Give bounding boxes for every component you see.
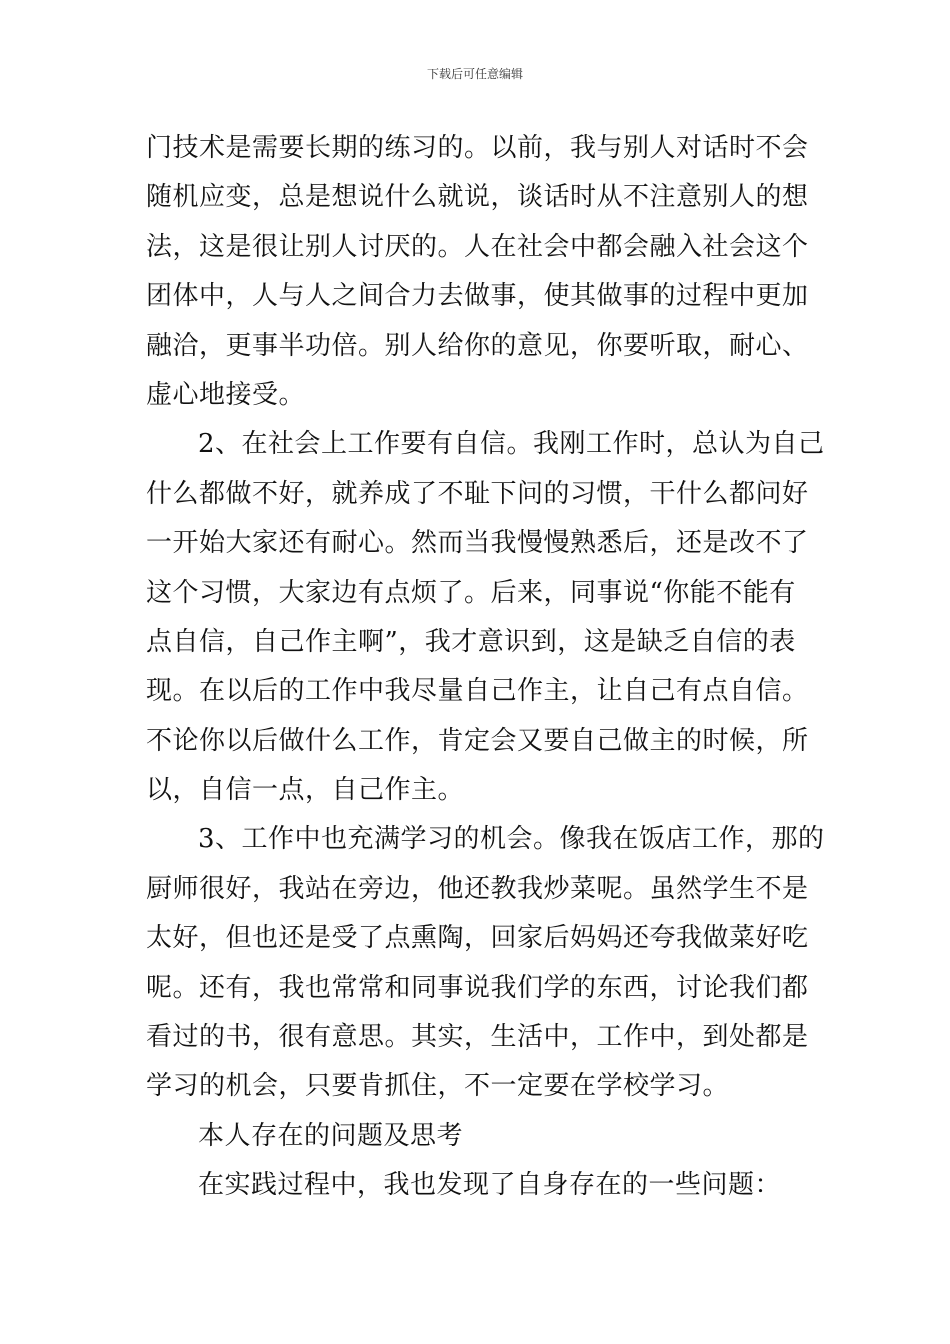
text-line: 这个习惯，大家边有点烦了。后来，同事说“你能不能有 [146, 577, 796, 608]
text-line: 融洽，更事半功倍。别人给你的意见，你要听取，耐心、 [146, 330, 809, 361]
text-line: 团体中，人与人之间合力去做事，使其做事的过程中更加 [146, 281, 809, 312]
text-line: 什么都做不好，就养成了不耻下问的习惯，干什么都问好 [146, 478, 809, 509]
text-line: 随机应变，总是想说什么就说，谈话时从不注意别人的想 [146, 182, 809, 213]
paragraph-start-line: 3、工作中也充满学习的机会。像我在饭店工作，那的 [198, 824, 825, 855]
text-line: 不论你以后做什么工作，肯定会又要自己做主的时候，所 [146, 725, 809, 756]
text-line: 太好，但也还是受了点熏陶，回家后妈妈还夸我做菜好吃 [146, 923, 809, 954]
text-line: 虚心地接受。 [146, 379, 306, 410]
text-line: 以，自信一点，自己作主。 [146, 775, 465, 806]
text-line: 法，这是很让别人讨厌的。人在社会中都会融入社会这个 [146, 231, 809, 262]
text-line: 现。在以后的工作中我尽量自己作主，让自己有点自信。 [146, 676, 809, 707]
page-header: 下载后可任意编辑 [426, 67, 523, 81]
text-line: 看过的书，很有意思。其实，生活中，工作中，到处都是 [146, 1022, 809, 1053]
text-line: 一开始大家还有耐心。然而当我慢慢熟悉后，还是改不了 [146, 528, 809, 559]
text-line: 呢。还有，我也常常和同事说我们学的东西，讨论我们都 [146, 972, 809, 1003]
text-line: 点自信，自己作主啊”，我才意识到，这是缺乏自信的表 [146, 626, 796, 657]
text-line: 学习的机会，只要肯抓住，不一定要在学校学习。 [146, 1071, 730, 1102]
paragraph-start-line: 2、在社会上工作要有自信。我刚工作时，总认为自己 [198, 429, 825, 460]
paragraph-start-line: 在实践过程中，我也发现了自身存在的一些问题： [198, 1170, 782, 1201]
document-body [146, 124, 825, 1211]
text-line: 厨师很好，我站在旁边，他还教我炒菜呢。虽然学生不是 [146, 873, 809, 904]
text-line: 门技术是需要长期的练习的。以前，我与别人对话时不会 [146, 133, 809, 163]
section-heading: 本人存在的问题及思考 [198, 1120, 464, 1151]
